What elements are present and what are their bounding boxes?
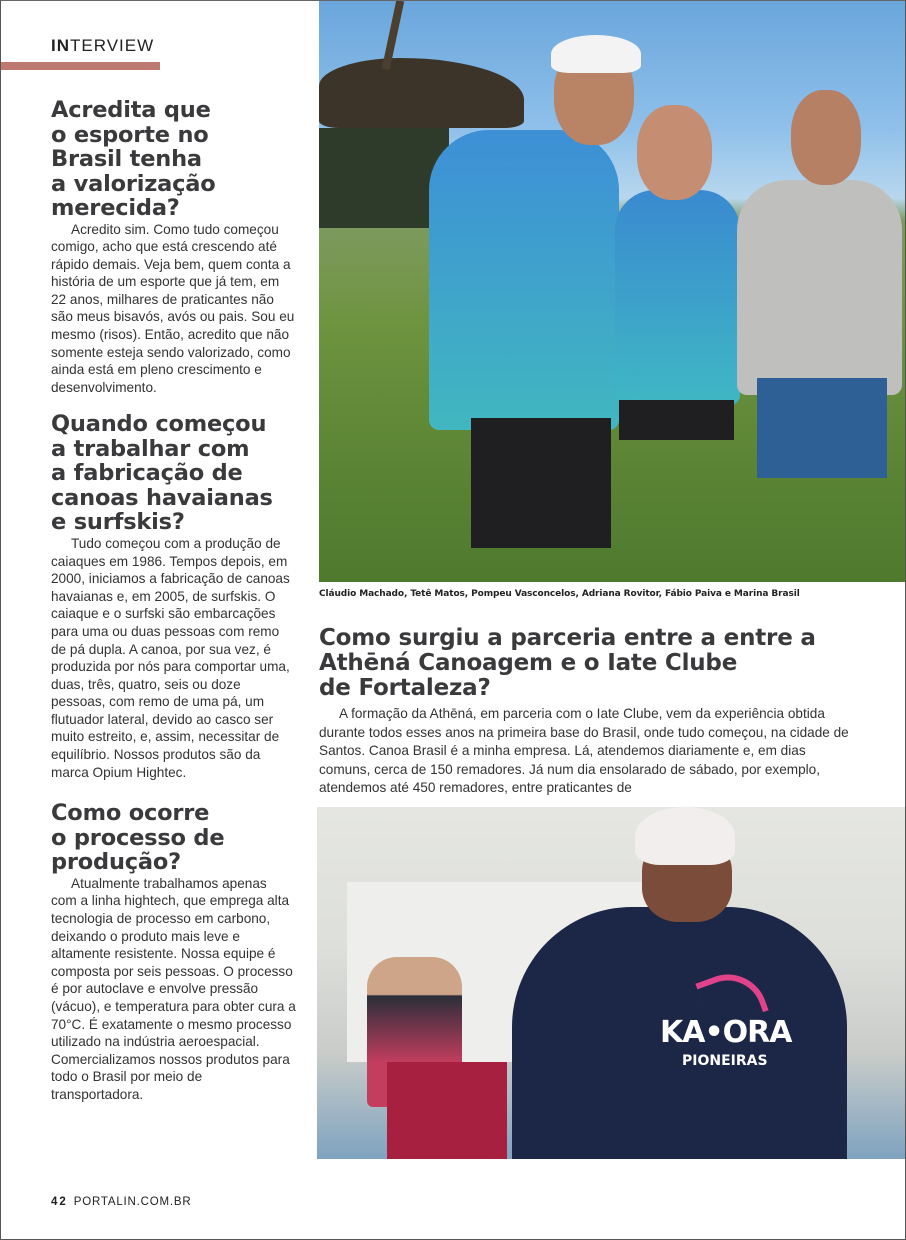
question-line: produção? (51, 849, 182, 876)
question-line: o esporte no (51, 121, 209, 148)
question-line: Como surgiu a parceria entre a entre a (319, 625, 816, 651)
person-3-shirt (737, 180, 902, 395)
question-line: Quando começou (51, 411, 267, 438)
question-line: e surfskis? (51, 509, 185, 536)
shirt-logo-text: KA•ORA (660, 1015, 792, 1050)
instructor-photo (317, 807, 906, 1159)
accent-bar (0, 62, 160, 70)
photo-caption: Cláudio Machado, Tetê Matos, Pompeu Vasconcelos, Adriana Rovitor, Fábio Paiva e Marina Brasil (319, 589, 800, 599)
group-photo (319, 0, 906, 582)
question-line: a trabalhar com (51, 435, 250, 462)
question-line: canoas havaianas (51, 484, 273, 511)
question-heading (51, 801, 296, 875)
answer-paragraph: Tudo começou com a produção de caiaques em 1986. Tempos depois, em 2000, iniciamos a fabricação de canoas havaianas e, em 2005, de surfskis. O caiaque e o surfski são embarcações para uma ou duas pessoas com remo de pá dupla. A canoa, por sua vez, é produzida por nós para comportar uma, duas, três, quatro, seis ou doze pessoas, com remo de uma pá, um flutuador lateral, devido ao casco ser muito estreito, e, assim, necessitar de equilíbrio. Nossos produtos são da marca Opium Hightec. (51, 535, 290, 780)
person-1-shirt (429, 130, 619, 430)
person-3-head (791, 90, 861, 185)
question-line: Athēná Canoagem e o Iate Clube (319, 650, 738, 676)
section-label-bold: IN (51, 36, 70, 55)
qa-block-3 (51, 801, 296, 1103)
person-1-shorts (471, 418, 611, 548)
hut-roof (319, 58, 524, 128)
question-line: a valorização (51, 170, 216, 197)
question-heading (319, 626, 859, 701)
person-2-shorts (619, 400, 734, 440)
page-footer (51, 1196, 191, 1208)
section-label (51, 36, 154, 56)
section-label-rest: TERVIEW (70, 36, 155, 55)
question-line: merecida? (51, 195, 180, 221)
site-url: PORTALIN.COM.BR (73, 1196, 192, 1208)
person-1-cap (551, 35, 641, 73)
shirt-logo-subtext: PIONEIRAS (682, 1053, 768, 1069)
question-line: a fabricação de (51, 460, 243, 487)
answer-paragraph: Acredito sim. Como tudo começou comigo, acho que está crescendo até rápido demais. Veja bem, quem conta a história de um esporte que já tem, em 22 anos, milhares de praticantes não são meus bisavós, avós ou pais. Sou eu mesmo (risos). Então, acredito que não somente esteja sendo valorizado, como ainda está em pleno crescimento e desenvolvimento. (51, 221, 295, 395)
person-3-shorts (757, 378, 887, 478)
left-column (51, 98, 296, 1103)
question-line: o processo de (51, 824, 225, 851)
right-qa-block (319, 626, 859, 798)
person-2-head (637, 105, 712, 200)
instructor-cap (635, 807, 735, 865)
qa-block-2 (51, 412, 296, 781)
question-heading (51, 412, 296, 535)
page-number: 42 (51, 1196, 68, 1208)
question-line: Como ocorre (51, 800, 210, 827)
question-heading (51, 98, 296, 221)
qa-block-1 (51, 98, 296, 396)
canoe (387, 1062, 507, 1159)
person-2-shirt (615, 190, 740, 405)
question-line: de Fortaleza? (319, 675, 491, 701)
answer-paragraph: Atualmente trabalhamos apenas com a linha hightech, que emprega alta tecnologia de processo em carbono, deixando o produto mais leve e altamente resistente. Nossa equipe é composta por seis pessoas. O processo é por autoclave e envolve pressão (vácuo), e temperatura para obter cura a 70°C. É exatamente o mesmo processo utilizado na indústria aeroespacial. Comercializamos nossos produtos para todo o Brasil por meio de transportadora. (51, 875, 296, 1102)
question-line: Acredita que (51, 97, 211, 123)
answer-paragraph: A formação da Athēná, em parceria com o Iate Clube, vem da experiência obtida durante todos esses anos na primeira base do Brasil, onde tudo começou, na cidade de Santos. Canoa Brasil é a minha empresa. Lá, atendemos diariamente e, em dias comuns, cerca de 150 remadores. Já num dia ensolarado de sábado, por exemplo, atendemos até 450 remadores, entre praticantes de (319, 706, 849, 796)
question-line: Brasil tenha (51, 146, 202, 172)
